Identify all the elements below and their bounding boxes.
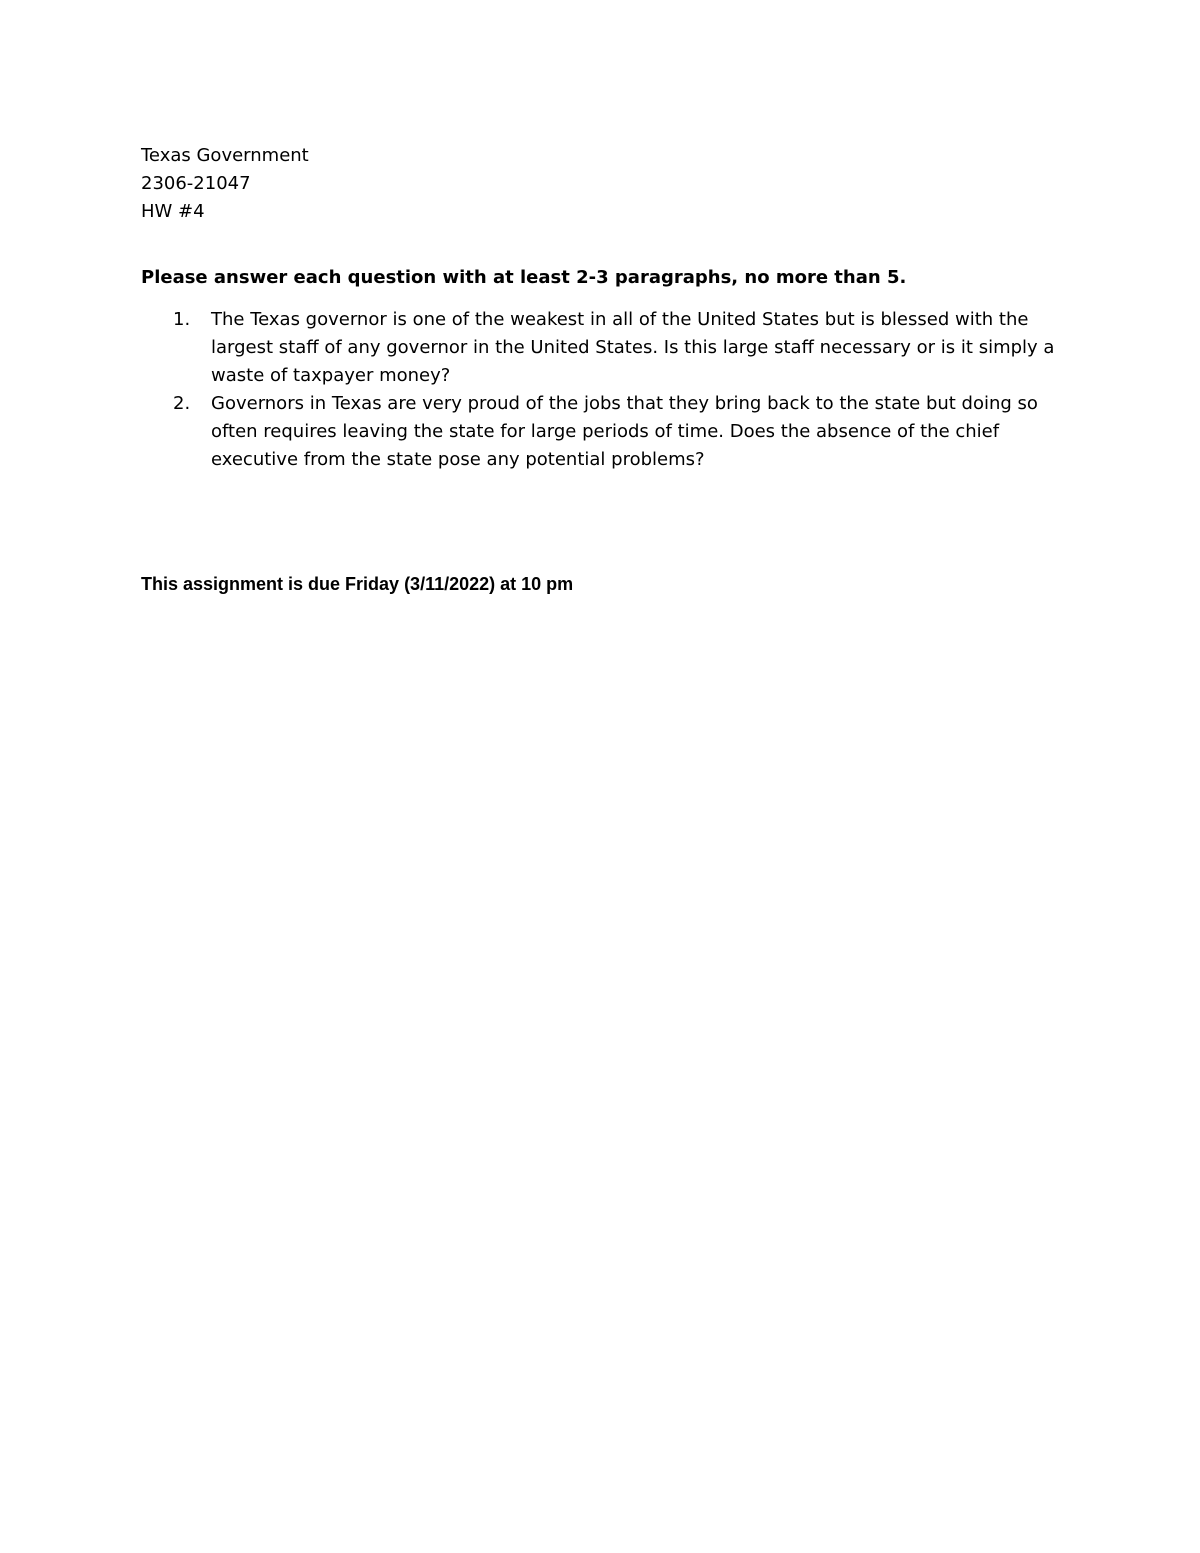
question-text: Governors in Texas are very proud of the jobs that they bring back to the state but doing so often requires leaving the state for large periods of time. Does the absence of the chief executive from the state pose any potential problems? [211, 393, 1038, 470]
document-body [141, 142, 1071, 598]
due-date-notice: This assignment is due Friday (3/11/2022) at 10 pm [141, 574, 574, 594]
question-item-1 [141, 306, 1071, 390]
question-item-2 [141, 390, 1071, 474]
course-name: Texas Government [141, 145, 309, 166]
question-number: 2. [173, 393, 191, 414]
section-number: 2306-21047 [141, 173, 251, 194]
instructions: Please answer each question with at least 2-3 paragraphs, no more than 5. [141, 267, 907, 288]
question-list [141, 306, 1071, 474]
question-text: The Texas governor is one of the weakest in all of the United States but is blessed with the largest staff of any governor in the United States. Is this large staff necessary or is it simply a waste of taxpayer money? [211, 309, 1055, 386]
question-number: 1. [173, 309, 191, 330]
assignment-number: HW #4 [141, 201, 205, 222]
